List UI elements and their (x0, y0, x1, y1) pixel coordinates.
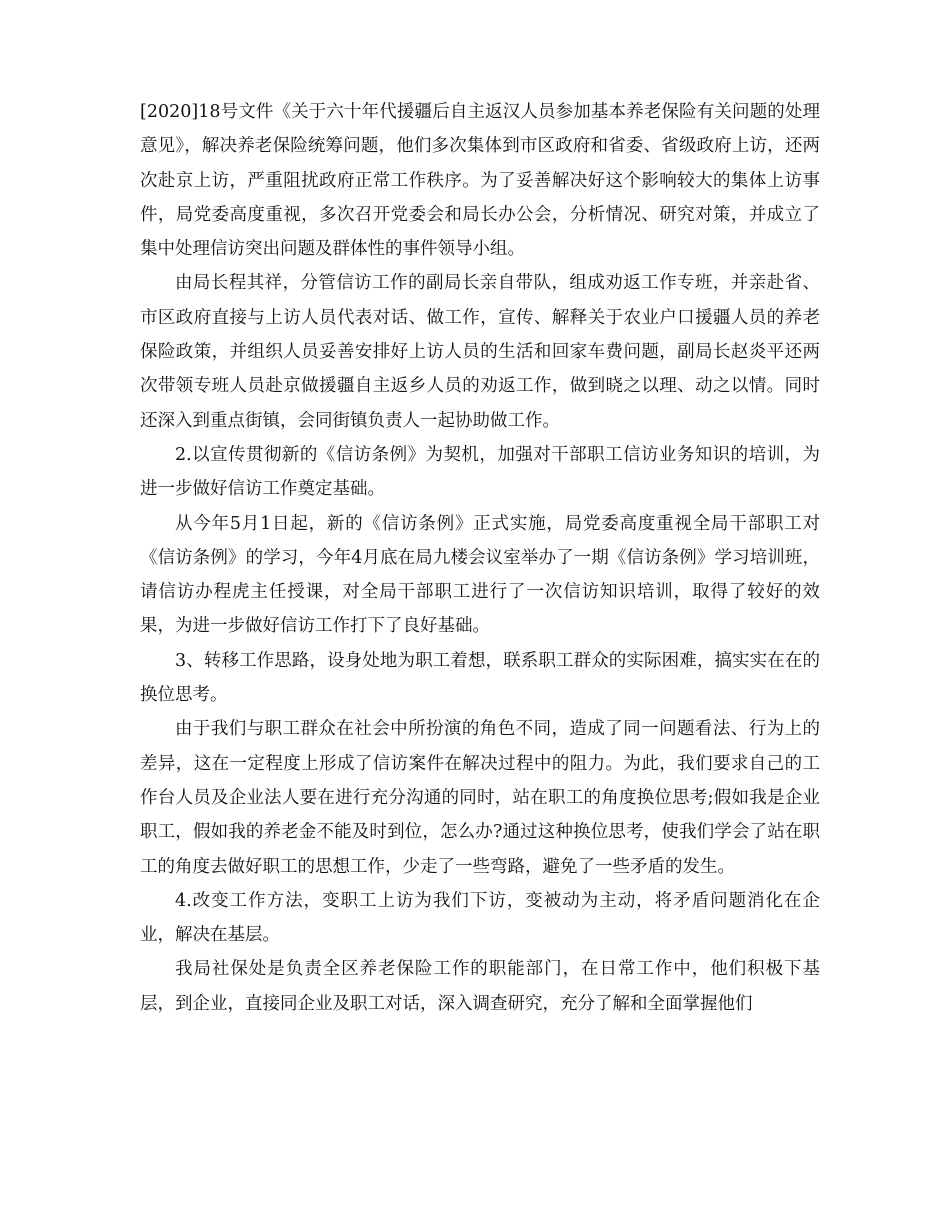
paragraph: 2.以宣传贯彻新的《信访条例》为契机，加强对干部职工信访业务知识的培训，为进一步做好信访工作奠定基础。 (140, 444, 820, 500)
paragraph: 我局社保处是负责全区养老保险工作的职能部门，在日常工作中，他们积极下基层，到企业，直接同企业及职工对话，深入调查研究，充分了解和全面掌握他们 (140, 959, 820, 1014)
paragraph: 由局长程其祥，分管信访工作的副局长亲自带队，组成劝返工作专班，并亲赴省、市区政府直接与上访人员代表对话、做工作，宣传、解释关于农业户口援疆人员的养老保险政策，并组织人员妥善安排好上访人员的生活和回家车费问题，副局长赵炎平还两次带领专班人员赴京做援疆自主返乡人员的劝返工作，做到晓之以理、动之以情。同时还深入到重点街镇，会同街镇负责人一起协助做工作。 (140, 273, 820, 431)
paragraph: 由于我们与职工群众在社会中所扮演的角色不同，造成了同一问题看法、行为上的差异，这在一定程度上形成了信访案件在解决过程中的阻力。为此，我们要求自己的工作台人员及企业法人要在进行充分沟通的同时，站在职工的角度换位思考;假如我是企业职工，假如我的养老金不能及时到位，怎么办?通过这种换位思考，使我们学会了站在职工的角度去做好职工的思想工作，少走了一些弯路，避免了一些矛盾的发生。 (140, 719, 820, 877)
paragraph: 从今年5月1日起，新的《信访条例》正式实施，局党委高度重视全局干部职工对《信访条例》的学习，今年4月底在局九楼会议室举办了一期《信访条例》学习培训班，请信访办程虎主任授课，对全局干部职工进行了一次信访知识培训，取得了较好的效果，为进一步做好信访工作打下了良好基础。 (140, 513, 820, 637)
paragraph: [2020]18号文件《关于六十年代援疆后自主返汉人员参加基本养老保险有关问题的处理意见》，解决养老保险统筹问题，他们多次集体到市区政府和省委、省级政府上访，还两次赴京上访，严重阻扰政府正常工作秩序。为了妥善解决好这个影响较大的集体上访事件，局党委高度重视，多次召开党委会和局长办公会，分析情况、研究对策，并成立了集中处理信访突出问题及群体性的事件领导小组。 (140, 102, 820, 260)
paragraph: 4.改变工作方法，变职工上访为我们下访，变被动为主动，将矛盾问题消化在企业，解决在基层。 (140, 890, 820, 946)
paragraph: 3、转移工作思路，设身处地为职工着想，联系职工群众的实际困难，搞实实在在的换位思考。 (140, 650, 820, 706)
document-page (140, 95, 820, 1021)
